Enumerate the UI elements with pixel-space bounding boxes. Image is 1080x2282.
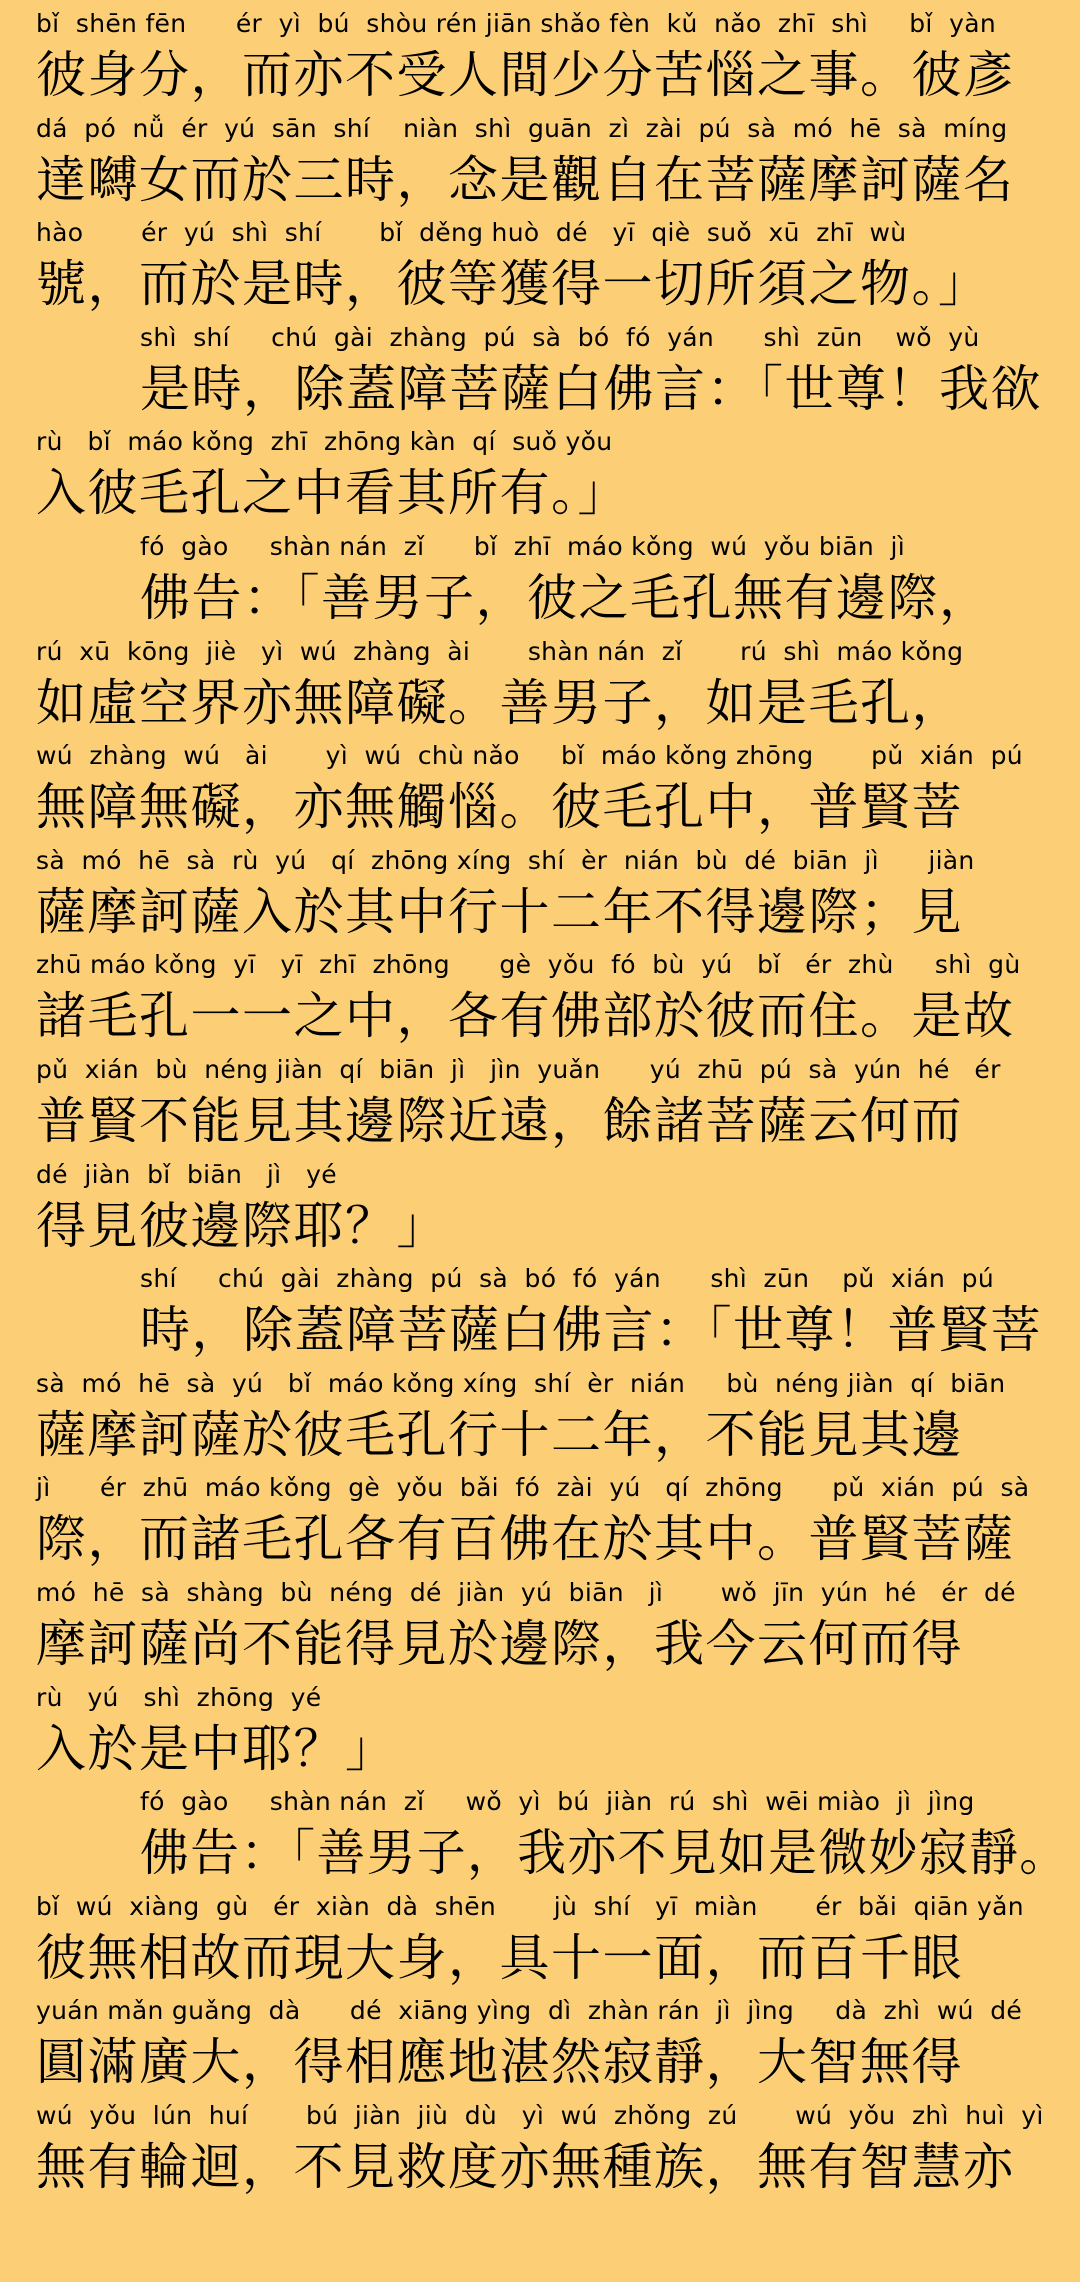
chinese-text-line: 際，而諸毛孔各有百佛在於其中。普賢菩薩 — [36, 1510, 1015, 1569]
chinese-text-line: 薩摩訶薩入於其中行十二年不得邊際；見 — [36, 882, 963, 941]
chinese-text-line: 是時，除蓋障菩薩白佛言：「世尊！我欲 — [140, 359, 1042, 418]
pinyin-line: sà mó hē sà yú bǐ máo kǒng xíng shí èr nián bù néng jiàn qí biān — [36, 1368, 1006, 1398]
chinese-text-line: 彼無相故而現大身，具十一面，而百千眼 — [36, 1928, 963, 1987]
text-line — [0, 634, 1080, 738]
chinese-text-line: 入彼毛孔之中看其所有。」 — [36, 464, 629, 523]
pinyin-line: hào ér yú shì shí bǐ děng huò dé yī qiè suǒ xū zhī wù — [36, 218, 907, 248]
chinese-text-line: 普賢不能見其邊際近遠，餘諸菩薩云何而 — [36, 1092, 963, 1150]
text-line — [0, 1157, 1080, 1261]
text-line — [0, 1993, 1080, 2097]
text-line — [0, 6, 1080, 110]
text-line — [0, 843, 1080, 947]
pinyin-line: rù yú shì zhōng yé — [36, 1682, 322, 1712]
text-line — [0, 1784, 1080, 1888]
pinyin-line: shí chú gài zhàng pú sà bó fó yán shì zūn pǔ xián pú — [140, 1264, 994, 1294]
pinyin-line: dá pó nǚ ér yú sān shí niàn shì guān zì zài pú sà mó hē sà míng — [36, 113, 1008, 143]
text-line — [0, 1366, 1080, 1470]
pinyin-line: rú xū kōng jiè yì wú zhàng ài shàn nán zǐ rú shì máo kǒng — [36, 636, 964, 666]
pinyin-line: pǔ xián bù néng jiàn qí biān jì jìn yuǎn yú zhū pú sà yún hé ér — [36, 1055, 1001, 1084]
chinese-text-line: 時，除蓋障菩薩白佛言：「世尊！普賢菩 — [140, 1301, 1042, 1360]
pinyin-line: bǐ wú xiàng gù ér xiàn dà shēn jù shí yī miàn ér bǎi qiān yǎn — [36, 1891, 1024, 1921]
chinese-text-line: 如虛空界亦無障礙。善男子，如是毛孔， — [36, 673, 963, 732]
chinese-text-line: 無障無礙，亦無觸惱。彼毛孔中，普賢菩 — [36, 778, 963, 837]
chinese-text-line: 摩訶薩尚不能得見於邊際，我今云何而得 — [36, 1615, 963, 1673]
pinyin-line: yuán mǎn guǎng dà dé xiāng yìng dì zhàn rán jì jìng dà zhì wú dé — [36, 1996, 1023, 2026]
text-line — [0, 947, 1080, 1051]
chinese-text-line: 佛告：「善男子，我亦不見如是微妙寂靜。 — [140, 1824, 1070, 1883]
chinese-text-line: 達嚩女而於三時，念是觀自在菩薩摩訶薩名 — [36, 150, 1015, 209]
text-line — [0, 1575, 1080, 1679]
text-line — [0, 738, 1080, 842]
pinyin-line: rù bǐ máo kǒng zhī zhōng kàn qí suǒ yǒu — [36, 427, 613, 457]
pinyin-line: fó gào shàn nán zǐ bǐ zhī máo kǒng wú yǒu biān jì — [140, 532, 905, 561]
chinese-text-line: 號，而於是時，彼等獲得一切所須之物。」 — [36, 255, 990, 314]
text-line — [0, 1052, 1080, 1156]
pinyin-line: dé jiàn bǐ biān jì yé — [36, 1159, 337, 1189]
pinyin-line: mó hē sà shàng bù néng dé jiàn yú biān jì wǒ jīn yún hé ér dé — [36, 1578, 1016, 1607]
chinese-text-line: 彼身分，而亦不受人間少分苦惱之事。彼彥 — [36, 46, 1015, 104]
text-line — [0, 320, 1080, 424]
pinyin-line: sà mó hē sà rù yú qí zhōng xíng shí èr nián bù dé biān jì jiàn — [36, 845, 975, 875]
text-line — [0, 1470, 1080, 1574]
chinese-text-line: 薩摩訶薩於彼毛孔行十二年，不能見其邊 — [36, 1405, 963, 1464]
pinyin-line: jì ér zhū máo kǒng gè yǒu bǎi fó zài yú qí zhōng pǔ xián pú sà — [36, 1473, 1030, 1503]
pinyin-line: wú zhàng wú ài yì wú chù nǎo bǐ máo kǒng zhōng pǔ xián pú — [36, 741, 1023, 771]
pinyin-line: shì shí chú gài zhàng pú sà bó fó yán shì zūn wǒ yù — [140, 322, 980, 352]
text-line — [0, 1261, 1080, 1365]
pinyin-line: bǐ shēn fēn ér yì bú shòu rén jiān shǎo fèn kǔ nǎo zhī shì bǐ yàn — [36, 9, 996, 38]
chinese-text-line: 佛告：「善男子，彼之毛孔無有邊際， — [140, 569, 991, 627]
text-line — [0, 215, 1080, 319]
text-line — [0, 1680, 1080, 1784]
chinese-text-line: 入於是中耶？」 — [36, 1719, 397, 1778]
chinese-text-line: 諸毛孔一一之中，各有佛部於彼而住。是故 — [36, 987, 1015, 1046]
pinyin-line: fó gào shàn nán zǐ wǒ yì bú jiàn rú shì wēi miào jì jìng — [140, 1787, 975, 1817]
chinese-text-line: 無有輪迴，不見救度亦無種族，無有智慧亦 — [36, 2138, 1015, 2196]
pinyin-line: zhū máo kǒng yī yī zhī zhōng gè yǒu fó bù yú bǐ ér zhù shì gù — [36, 950, 1021, 980]
text-line — [0, 529, 1080, 633]
text-line — [0, 111, 1080, 215]
text-line — [0, 2098, 1080, 2202]
text-line — [0, 424, 1080, 528]
chinese-text-line: 得見彼邊際耶？」 — [36, 1196, 448, 1255]
chinese-text-line: 圓滿廣大，得相應地湛然寂靜，大智無得 — [36, 2033, 963, 2092]
text-line — [0, 1889, 1080, 1993]
pinyin-line: wú yǒu lún huí bú jiàn jiù dù yì wú zhǒng zú wú yǒu zhì huì yì — [36, 2101, 1044, 2130]
